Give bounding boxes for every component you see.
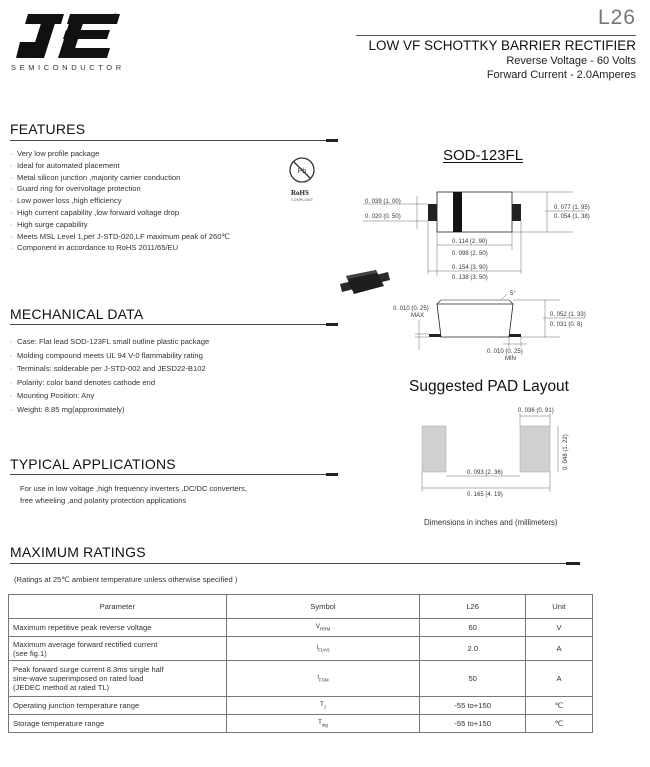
table-row (9, 715, 593, 733)
feature-item: · High surge capability (10, 219, 230, 231)
symbol-cell: $I_{F(AV)}$ (226, 637, 420, 661)
header-unit: Unit (526, 595, 593, 619)
mechanical-item: · Polarity: color band denotes cathode end (10, 376, 209, 390)
dim-side-height-max: 0. 052 (1. 33) (550, 312, 586, 318)
mechanical-heading: MECHANICAL DATA (10, 306, 144, 322)
dim-angle: 5° (510, 291, 516, 297)
ratings-heading: MAXIMUM RATINGS (10, 544, 146, 560)
dim-side-height-min: 0. 031 (0. 8) (550, 322, 583, 328)
features-rule-cap (326, 139, 338, 142)
table-row (9, 637, 593, 661)
mechanical-list (10, 335, 209, 416)
mechanical-item: · Mounting Position: Any (10, 389, 209, 403)
company-name: SEMICONDUCTOR (11, 63, 125, 72)
value-cell: -55 to+150 (420, 715, 526, 733)
package-drawing (355, 170, 645, 520)
symbol-cell: $T_J$ (226, 697, 420, 715)
part-number: L26 (597, 6, 636, 29)
mechanical-item: · Weight: 8.85 mg(approximately) (10, 403, 209, 417)
dim-body-height-max: 0. 077 (1. 95) (554, 205, 590, 211)
param-cell: Maximum repetitive peak reverse voltage (9, 619, 227, 637)
device-title: LOW VF SCHOTTKY BARRIER RECTIFIER (368, 38, 636, 53)
ratings-table (8, 594, 593, 733)
table-row (9, 697, 593, 715)
symbol-cell: $V_{RRM}$ (226, 619, 420, 637)
mechanical-item: · Case: Flat lead SOD-123FL small outline plastic package (10, 335, 209, 349)
reverse-voltage: Reverse Voltage - 60 Volts (506, 55, 636, 67)
value-cell: 50 (420, 661, 526, 697)
dim-total-length-min: 0. 138 (3. 50) (452, 275, 488, 281)
dim-lead-thickness: 0. 010 (0. 25) (393, 306, 429, 312)
param-cell: Storage temperature range (9, 715, 227, 733)
registered-mark: ® (112, 12, 119, 22)
feature-item: · Very low profile package (10, 148, 230, 160)
table-row (9, 661, 593, 697)
header-value: L26 (420, 595, 526, 619)
unit-cell: A (526, 661, 593, 697)
feature-item: · Low power loss ,high efficiency (10, 195, 230, 207)
dim-pad-width: 0. 036 (0. 91) (518, 408, 554, 414)
rohs-label: RoHS (291, 189, 309, 197)
applications-heading: TYPICAL APPLICATIONS (10, 456, 176, 472)
feature-item: · Component in accordance to RoHS 2011/65/EU (10, 242, 230, 254)
symbol-cell: $T_{stg}$ (226, 715, 420, 733)
header-symbol: Symbol (226, 595, 420, 619)
mechanical-rule (10, 324, 336, 325)
features-heading: FEATURES (10, 121, 86, 137)
param-cell: Peak forward surge current 8.3ms single half sine-wave superimposed on rated load (JEDEC method at rated TL) (9, 661, 227, 697)
header-rule (356, 35, 636, 36)
symbol-cell: $I_{FSM}$ (226, 661, 420, 697)
dim-lead-width-max: 0. 039 (1. 00) (365, 199, 401, 205)
ratings-rule (10, 563, 579, 564)
applications-text (20, 483, 320, 507)
value-cell: 60 (420, 619, 526, 637)
table-row (9, 619, 593, 637)
applications-rule-cap (326, 473, 338, 476)
param-cell: Operating junction temperature range (9, 697, 227, 715)
feature-item: · Ideal for automated placement (10, 160, 230, 172)
dim-pad-gap: 0. 093 (2. 36) (467, 470, 503, 476)
features-list (10, 148, 230, 254)
package-title: SOD-123FL (443, 147, 524, 164)
ratings-note: (Ratings at 25℃ ambient temperature unless otherwise specified ) (14, 575, 238, 584)
applications-line-2: free wheeling ,and polarity protection applications (20, 496, 187, 505)
applications-rule (10, 474, 336, 475)
dim-body-length-max: 0. 114 (2. 90) (452, 239, 488, 245)
dim-body-length-min: 0. 098 (2. 50) (452, 251, 488, 257)
forward-current: Forward Current - 2.0Amperes (486, 69, 636, 81)
dim-pad-height: 0. 048 (1. 22) (563, 434, 569, 470)
unit-cell: ℃ (526, 715, 593, 733)
value-cell: 2.0 (420, 637, 526, 661)
param-cell: Maximum average forward rectified current (see fig.1) (9, 637, 227, 661)
unit-cell: A (526, 637, 593, 661)
dim-foot-label: MIN (505, 356, 516, 362)
dim-body-height-min: 0. 054 (1. 38) (554, 214, 590, 220)
ratings-rule-cap (566, 562, 580, 565)
value-cell: -55 to+150 (420, 697, 526, 715)
mechanical-item: · Molding compound meets UL 94 V-0 flammability rating (10, 349, 209, 363)
dim-pad-span: 0. 165 (4. 19) (467, 492, 503, 498)
feature-item: · Metal silicon junction ,majority carrier conduction (10, 172, 230, 184)
dim-total-length-max: 0. 154 (3. 90) (452, 265, 488, 271)
unit-cell: ℃ (526, 697, 593, 715)
mechanical-rule-cap (326, 323, 338, 326)
feature-item: · Meets MSL Level 1,per J-STD-020,LF maximum peak of 260℃ (10, 231, 230, 243)
dimensions-note: Dimensions in inches and (millimeters) (424, 518, 558, 527)
features-rule (10, 140, 336, 141)
ratings-header-row (9, 595, 593, 619)
feature-item: · Guard ring for overvoltage protection (10, 183, 230, 195)
pad-layout-title: Suggested PAD Layout (409, 378, 569, 395)
rohs-sub-label: COMPLIANT (291, 198, 314, 202)
header-parameter: Parameter (9, 595, 227, 619)
rohs-icon (288, 156, 316, 184)
applications-line-1: For use in low voltage ,high frequency inverters ,DC/DC converters, (20, 484, 248, 493)
company-logo (14, 12, 124, 60)
unit-cell: V (526, 619, 593, 637)
mechanical-item: · Terminals: solderable per J-STD-002 and JESD22-B102 (10, 362, 209, 376)
rohs-icon-text: Pb (297, 168, 307, 175)
dim-lead-width-min: 0. 020 (0. 50) (365, 214, 401, 220)
dim-foot: 0. 010 (0. 25) (487, 349, 523, 355)
feature-item: · High current capability ,low forward voltage drop (10, 207, 230, 219)
dim-lead-thickness-label: MAX (411, 313, 425, 319)
